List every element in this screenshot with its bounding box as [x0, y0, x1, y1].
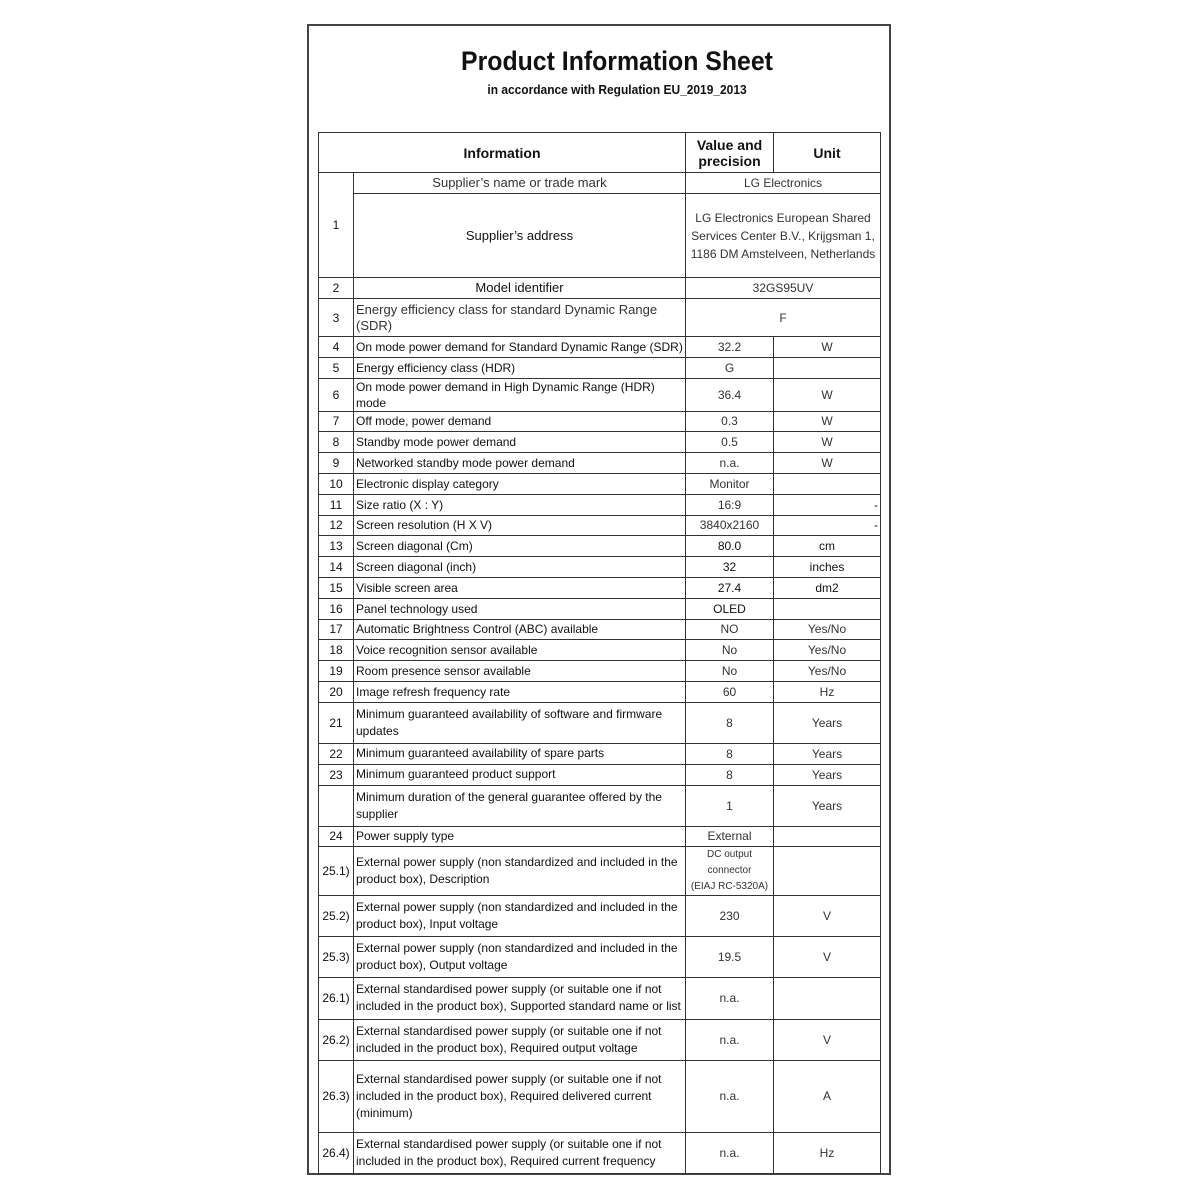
page-subtitle: in accordance with Regulation EU_2019_2013 [487, 82, 747, 97]
row-unit: inches [774, 557, 881, 578]
table-row [319, 764, 881, 785]
row-value: Monitor [686, 473, 774, 494]
row-unit [774, 473, 881, 494]
text-line-3: (minimum) [356, 1105, 413, 1120]
text-line-1: External power supply (non standardized and included in the [356, 940, 678, 955]
text-line-1: External standardised power supply (or suitable one if not [356, 1023, 662, 1038]
table-row [319, 577, 881, 598]
row-label: Screen resolution (H X V) [354, 515, 686, 536]
row-value: 230 [686, 895, 774, 936]
table-row [319, 494, 881, 515]
table-row [319, 194, 881, 278]
row-number: 20 [319, 681, 354, 702]
row-unit: V [774, 895, 881, 936]
table-row [319, 1132, 881, 1173]
table-row [319, 598, 881, 619]
text-line-1: Minimum guaranteed availability of software and firmware [356, 706, 663, 721]
table-row [319, 846, 881, 895]
row-label [354, 895, 686, 936]
table-row [319, 1060, 881, 1132]
text-line-1: External power supply (non standardized and included in the [356, 899, 678, 914]
row-label [354, 977, 686, 1019]
row-number: 14 [319, 557, 354, 578]
row-value [686, 846, 774, 895]
row-unit: Hz [774, 1132, 881, 1173]
row-value: n.a. [686, 1060, 774, 1132]
row-value: 0.3 [686, 411, 774, 432]
text-line-1: External power supply (non standardized and included in the [356, 854, 678, 869]
row-label: Networked standby mode power demand [354, 453, 686, 474]
row-number: 19 [319, 661, 354, 682]
row-label: Voice recognition sensor available [354, 640, 686, 661]
row-unit [774, 826, 881, 846]
row-unit: cm [774, 536, 881, 557]
table-row [319, 357, 881, 378]
row-unit: W [774, 411, 881, 432]
row-number: 21 [319, 702, 354, 743]
text-line-2: connector [707, 864, 752, 876]
row-number: 9 [319, 453, 354, 474]
row-value: 8 [686, 764, 774, 785]
row-value: 8 [686, 702, 774, 743]
row-label: Off mode, power demand [354, 411, 686, 432]
row-label [354, 936, 686, 977]
header-information: Information [319, 133, 686, 173]
supplier-name-label: Supplier’s name or trade mark [354, 173, 686, 194]
row-number: 13 [319, 536, 354, 557]
row-number: 16 [319, 598, 354, 619]
address-line2: Services Center B.V., Krijgsman 1, [691, 228, 875, 243]
row-value: 27.4 [686, 577, 774, 598]
row-unit: W [774, 453, 881, 474]
text-line-1: DC output [706, 848, 753, 860]
row-unit [774, 598, 881, 619]
row-number: 2 [319, 278, 354, 299]
row-value: 60 [686, 681, 774, 702]
row-number: 26.1) [319, 977, 354, 1019]
table-row [319, 619, 881, 640]
text-line-2: included in the product box), Required current frequency [356, 1153, 656, 1168]
energy-class-value: F [686, 299, 881, 337]
row-value: 32.2 [686, 337, 774, 358]
table-row [319, 640, 881, 661]
row-label: Screen diagonal (inch) [354, 557, 686, 578]
row-number: 17 [319, 619, 354, 640]
row-unit [774, 357, 881, 378]
text-line-1: External standardised power supply (or suitable one if not [356, 982, 662, 997]
row-label: Automatic Brightness Control (ABC) available [354, 619, 686, 640]
table-row [319, 173, 881, 194]
row-number: 1 [319, 173, 354, 278]
row-number: 12 [319, 515, 354, 536]
table-row [319, 681, 881, 702]
table-row [319, 1019, 881, 1060]
table-row [319, 557, 881, 578]
row-number: 3 [319, 299, 354, 337]
row-unit: Years [774, 785, 881, 826]
row-value: 16:9 [686, 494, 774, 515]
text-line-2: included in the product box), Required delivered current [356, 1088, 652, 1103]
table-header-row [319, 133, 881, 173]
row-label: Size ratio (X : Y) [354, 494, 686, 515]
text-line-2: included in the product box), Required output voltage [356, 1040, 638, 1055]
row-number: 6 [319, 378, 354, 411]
row-value: 80.0 [686, 536, 774, 557]
row-value: 0.5 [686, 432, 774, 453]
table-row [319, 278, 881, 299]
text-line-1: Minimum duration of the general guarantee offered by the [356, 789, 662, 804]
table-row [319, 826, 881, 846]
row-value: 8 [686, 743, 774, 764]
row-unit: - [774, 494, 881, 515]
row-number: 7 [319, 411, 354, 432]
row-label: On mode power demand in High Dynamic Range (HDR) mode [354, 378, 686, 411]
row-value: 1 [686, 785, 774, 826]
row-number: 10 [319, 473, 354, 494]
row-value: 19.5 [686, 936, 774, 977]
table-row [319, 473, 881, 494]
row-label: Minimum guaranteed availability of spare parts [354, 743, 686, 764]
row-unit: W [774, 337, 881, 358]
row-label [354, 1060, 686, 1132]
text-line-1: External standardised power supply (or suitable one if not [356, 1071, 662, 1086]
supplier-name-value: LG Electronics [686, 173, 881, 194]
row-unit: Yes/No [774, 640, 881, 661]
row-value: n.a. [686, 977, 774, 1019]
product-info-table [318, 132, 881, 1174]
address-line3: 1186 DM Amstelveen, Netherlands [690, 246, 876, 261]
row-number: 25.3) [319, 936, 354, 977]
row-unit: W [774, 378, 881, 411]
table-row [319, 337, 881, 358]
row-value: External [686, 826, 774, 846]
row-label: Screen diagonal (Cm) [354, 536, 686, 557]
row-number: 26.4) [319, 1132, 354, 1173]
row-number: 8 [319, 432, 354, 453]
row-unit: V [774, 936, 881, 977]
row-label [354, 785, 686, 826]
row-unit: A [774, 1060, 881, 1132]
text-line-2: supplier [356, 806, 399, 821]
table-row [319, 977, 881, 1019]
text-line-1: External standardised power supply (or suitable one if not [356, 1136, 662, 1151]
table-row [319, 895, 881, 936]
supplier-address-label: Supplier’s address [354, 194, 686, 278]
row-label: Image refresh frequency rate [354, 681, 686, 702]
row-unit [774, 846, 881, 895]
row-number: 26.3) [319, 1060, 354, 1132]
row-value: OLED [686, 598, 774, 619]
row-number: 4 [319, 337, 354, 358]
supplier-address-value [686, 194, 881, 278]
text-line-2: product box), Input voltage [356, 916, 499, 931]
energy-class-label: Energy efficiency class for standard Dynamic Range (SDR) [354, 299, 686, 337]
row-number [319, 785, 354, 826]
row-value: No [686, 661, 774, 682]
row-value: No [686, 640, 774, 661]
row-value: 32 [686, 557, 774, 578]
row-label [354, 846, 686, 895]
row-label [354, 1019, 686, 1060]
row-value: n.a. [686, 453, 774, 474]
row-unit: Years [774, 702, 881, 743]
text-line-2: updates [356, 723, 399, 738]
row-label: Energy efficiency class (HDR) [354, 357, 686, 378]
text-line-2: product box), Output voltage [356, 957, 508, 972]
row-number: 15 [319, 577, 354, 598]
table-row [319, 936, 881, 977]
table-row [319, 515, 881, 536]
row-unit: Hz [774, 681, 881, 702]
row-label: Room presence sensor available [354, 661, 686, 682]
row-label: Panel technology used [354, 598, 686, 619]
table-row [319, 299, 881, 337]
table-row [319, 378, 881, 411]
table-row [319, 453, 881, 474]
row-unit: Years [774, 743, 881, 764]
row-number: 26.2) [319, 1019, 354, 1060]
row-label: On mode power demand for Standard Dynamic Range (SDR) [354, 337, 686, 358]
table-row [319, 536, 881, 557]
row-number: 22 [319, 743, 354, 764]
row-number: 11 [319, 494, 354, 515]
header-value-line2: precision [698, 152, 761, 169]
row-label: Electronic display category [354, 473, 686, 494]
address-line1: LG Electronics European Shared [695, 210, 871, 225]
row-label: Visible screen area [354, 577, 686, 598]
text-line-2: included in the product box), Supported standard name or list [356, 999, 681, 1014]
model-label: Model identifier [354, 278, 686, 299]
model-value: 32GS95UV [686, 278, 881, 299]
text-line-2: product box), Description [356, 871, 490, 886]
table-row [319, 702, 881, 743]
row-unit: Years [774, 764, 881, 785]
table-row [319, 411, 881, 432]
row-number: 23 [319, 764, 354, 785]
text-line-3: (EIAJ RC-5320A) [690, 880, 769, 892]
row-unit: - [774, 515, 881, 536]
row-unit: dm2 [774, 577, 881, 598]
row-value: n.a. [686, 1019, 774, 1060]
row-unit: Yes/No [774, 619, 881, 640]
row-value: 36.4 [686, 378, 774, 411]
row-number: 5 [319, 357, 354, 378]
row-value: n.a. [686, 1132, 774, 1173]
table-row [319, 743, 881, 764]
row-value: 3840x2160 [686, 515, 774, 536]
table-row [319, 661, 881, 682]
header-unit: Unit [774, 133, 881, 173]
row-value: G [686, 357, 774, 378]
page-title: Product Information Sheet [461, 46, 773, 76]
table-row [319, 432, 881, 453]
row-label: Minimum guaranteed product support [354, 764, 686, 785]
header-value-line1: Value and [696, 136, 763, 153]
row-unit: W [774, 432, 881, 453]
row-unit: Yes/No [774, 661, 881, 682]
row-unit [774, 977, 881, 1019]
row-unit: V [774, 1019, 881, 1060]
row-label [354, 1132, 686, 1173]
row-number: 25.1) [319, 846, 354, 895]
header-value [686, 133, 774, 173]
row-label [354, 702, 686, 743]
row-number: 18 [319, 640, 354, 661]
row-value: NO [686, 619, 774, 640]
row-label: Power supply type [354, 826, 686, 846]
row-number: 24 [319, 826, 354, 846]
row-label: Standby mode power demand [354, 432, 686, 453]
row-number: 25.2) [319, 895, 354, 936]
table-row [319, 785, 881, 826]
